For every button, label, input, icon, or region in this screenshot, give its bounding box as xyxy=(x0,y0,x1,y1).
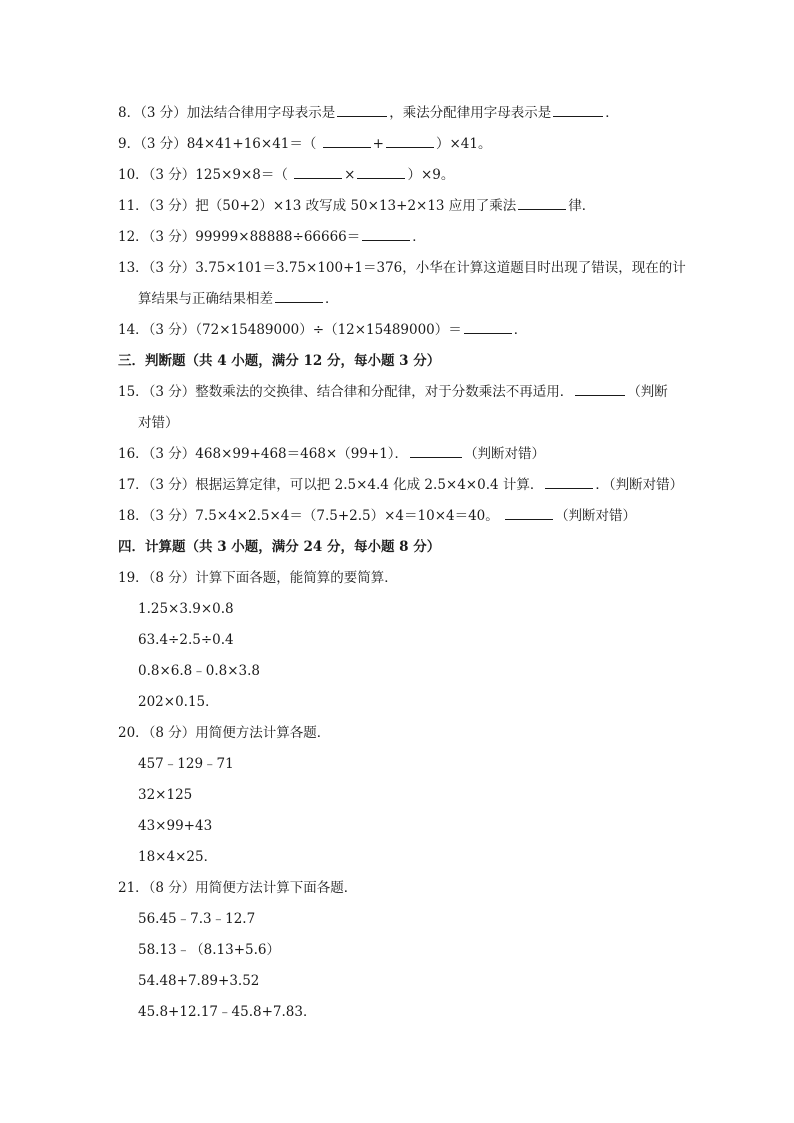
calc-item: 0.8×6.8﹣0.8×3.8 xyxy=(138,663,261,679)
question-text: 9．（3 分）84×41+16×41＝（ xyxy=(118,136,321,152)
question-text: 17．（3 分）根据运算定律，可以把 2.5×4.4 化成 2.5×4×0.4 计算． xyxy=(118,477,544,493)
calc-item: 202×0.15． xyxy=(138,694,219,710)
question-21: 21．（8 分）用简便方法计算下面各题． xyxy=(118,880,358,896)
question-12 xyxy=(118,224,688,255)
question-9 xyxy=(118,131,688,162)
answer-blank[interactable] xyxy=(357,163,405,179)
question-text: （判断对错） xyxy=(555,508,637,524)
question-text: 16．（3 分）468×99+468＝468×（99+1）． xyxy=(118,446,409,462)
answer-blank[interactable] xyxy=(505,504,553,520)
question-text: + xyxy=(372,136,384,152)
question-17 xyxy=(118,472,688,503)
calc-item: 32×125 xyxy=(138,787,193,803)
question-text: ）×9。 xyxy=(407,167,455,183)
question-text: ）×41。 xyxy=(435,136,492,152)
section-heading-calculation: 四．计算题（共 3 小题，满分 24 分，每小题 8 分） xyxy=(118,539,441,555)
section-heading-judgement: 三．判断题（共 4 小题，满分 12 分，每小题 3 分） xyxy=(118,353,441,369)
answer-blank[interactable] xyxy=(553,101,603,117)
question-10 xyxy=(118,162,688,193)
calc-item: 45.8+12.17﹣45.8+7.83． xyxy=(138,1004,317,1020)
question-text: 对错） xyxy=(138,415,179,431)
answer-blank[interactable] xyxy=(545,473,593,489)
answer-blank[interactable] xyxy=(575,380,625,396)
question-text: （判断对错） xyxy=(464,446,546,462)
question-text: 18．（3 分）7.5×4×2.5×4＝（7.5+2.5）×4＝10×4＝40。 xyxy=(118,508,504,524)
question-text: ． xyxy=(412,229,426,245)
exam-content xyxy=(118,100,688,1030)
answer-blank[interactable] xyxy=(410,442,462,458)
question-text: 12．（3 分）99999×88888÷66666＝ xyxy=(118,229,361,245)
question-text: 13．（3 分）3.75×101＝3.75×100+1＝376，小华在计算这道题目时出现了错误，现在的计 xyxy=(118,260,686,276)
question-14 xyxy=(118,317,688,348)
question-text: 14．（3 分）（72×15489000）÷（12×15489000）＝ xyxy=(118,322,462,338)
question-text: 11．（3 分）把（50+2）×13 改写成 50×13+2×13 应用了乘法 xyxy=(118,198,517,214)
question-13 xyxy=(118,255,688,286)
question-text: 律． xyxy=(568,198,596,214)
calc-item: 58.13﹣（8.13+5.6） xyxy=(138,942,280,958)
question-text: ． xyxy=(513,322,528,338)
question-text: ，乘法分配律用字母表示是 xyxy=(389,105,552,121)
calc-item: 54.48+7.89+3.52 xyxy=(138,973,260,989)
calc-item: 1.25×3.9×0.8 xyxy=(138,601,234,617)
question-15-continued xyxy=(118,410,688,441)
question-16 xyxy=(118,441,688,472)
calc-item: 63.4÷2.5÷0.4 xyxy=(138,632,234,648)
question-text: ． xyxy=(605,105,619,121)
question-18 xyxy=(118,503,688,534)
question-8 xyxy=(118,100,688,131)
answer-blank[interactable] xyxy=(362,225,410,241)
calc-item: 18×4×25． xyxy=(138,849,218,865)
calc-item: 56.45﹣7.3﹣12.7 xyxy=(138,911,256,927)
question-13-continued xyxy=(118,286,688,317)
question-text: 10．（3 分）125×9×8＝（ xyxy=(118,167,293,183)
answer-blank[interactable] xyxy=(386,132,434,148)
answer-blank[interactable] xyxy=(518,194,566,210)
question-text: ． xyxy=(325,291,339,307)
answer-blank[interactable] xyxy=(275,287,323,303)
answer-blank[interactable] xyxy=(337,101,387,117)
question-text: 15．（3 分）整数乘法的交换律、结合律和分配律，对于分数乘法不再适用． xyxy=(118,384,574,400)
answer-blank[interactable] xyxy=(294,163,342,179)
answer-blank[interactable] xyxy=(464,318,512,334)
question-text: ．（判断对错） xyxy=(595,477,684,493)
question-11 xyxy=(118,193,688,224)
answer-blank[interactable] xyxy=(323,132,371,148)
calc-item: 457﹣129﹣71 xyxy=(138,756,234,772)
question-text: 8．（3 分）加法结合律用字母表示是 xyxy=(118,105,336,121)
question-text: 算结果与正确结果相差 xyxy=(138,291,273,307)
question-text: × xyxy=(344,167,356,183)
question-19: 19．（8 分）计算下面各题，能简算的要简算． xyxy=(118,570,398,586)
calc-item: 43×99+43 xyxy=(138,818,213,834)
question-text: （判断 xyxy=(627,384,668,400)
question-20: 20．（8 分）用简便方法计算各题． xyxy=(118,725,331,741)
question-15 xyxy=(118,379,688,410)
